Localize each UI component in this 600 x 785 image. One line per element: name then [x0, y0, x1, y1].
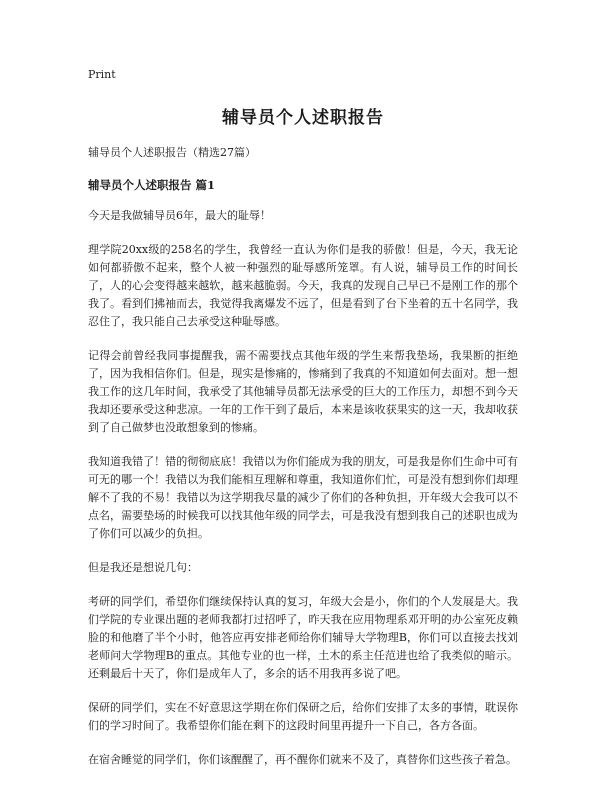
- document-page: [88, 68, 518, 785]
- paragraph: 记得会前曾经我同事提醒我，需不需要找点其他年级的学生来帮我垫场，我果断的拒绝了，因为我相信你们。但是，现实是惨痛的，惨痛到了我真的不知道如何去面对。想一想我工作的这几年时间，我承受了其他辅导员都无法承受的巨大的工作压力，却想不到今天我却还要承受这种悲凉。一年的工作干到了最后，本来是该收获果实的这一天，我却收获到了自己做梦也没敢想象到的惨痛。: [88, 349, 518, 434]
- paragraph: 考研的同学们，希望你们继续保持认真的复习，年级大会是小，你们的个人发展是大。我们学院的专业课出题的老师我都打过招呼了，昨天我在应用物理系邓开明的办公室死皮赖脸的和他磨了半个小时，他答应再安排老师给你们辅导大学物理B，你们可以直接去找刘老师问大学物理B的重点。其他专业的也一样，土木的系主任范进也给了我类似的暗示。还剩最后十天了，你们是成年人了，多余的话不用我再多说了吧。: [88, 595, 518, 680]
- paragraph: 我知道我错了！错的彻彻底底！我错以为你们能成为我的朋友，可是我是你们生命中可有可无的哪一个！我错以为我们能相互理解和尊重，我知道你们忙，可是没有想到你们却理解不了我的不易！我错以为这学期我尽量的减少了你们的各种负担，开年级大会我可以不点名，需要垫场的时候我可以找其他年级的同学去，可是我没有想到我自己的述职也成为了你们可以减少的负担。: [88, 455, 518, 540]
- print-label: Print: [88, 68, 116, 81]
- paragraph: 保研的同学们，实在不好意思这学期在你们保研之后，给你们安排了太多的事情，耽误你们的学习时间了。我希望你们能在剩下的这段时间里再提升一下自己，各方各面。: [88, 701, 518, 732]
- paragraph: 但是我还是想说几句：: [88, 561, 198, 574]
- paragraph: 在宿舍睡觉的同学们，你们该醒醒了，再不醒你们就来不及了，真替你们这些孩子着急。: [88, 753, 517, 766]
- section-heading: 辅导员个人述职报告 篇1: [88, 178, 216, 192]
- paragraph: 今天是我做辅导员6年，最大的耻辱！: [88, 209, 271, 222]
- document-title: 辅导员个人述职报告: [222, 108, 384, 128]
- document-subtitle: 辅导员个人述职报告（精选27篇）: [88, 146, 256, 159]
- paragraph: 理学院20xx级的258名的学生，我曾经一直认为你们是我的骄傲！但是，今天，我无论如何都骄傲不起来，整个人被一种强烈的耻辱感所笼罩。有人说，辅导员工作的时间长了，人的心会变得越来越软，越来越脆弱。今天，我真的发现自己早已不是刚工作的那个我了。看到们拂袖而去，我觉得我离爆发不远了，但是看到了台下坐着的五十名同学，我忍住了，我只能自己去承受这种耻辱感。: [88, 243, 518, 328]
